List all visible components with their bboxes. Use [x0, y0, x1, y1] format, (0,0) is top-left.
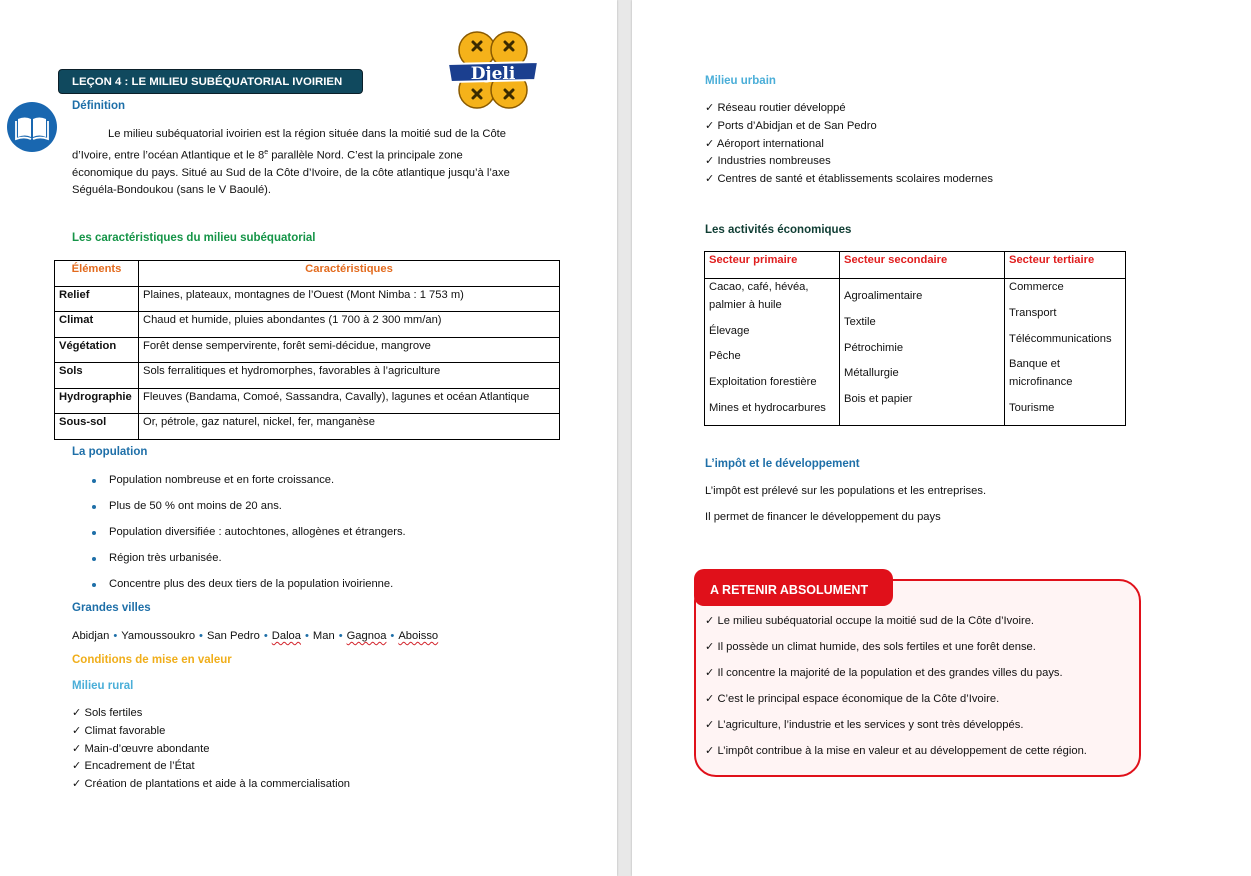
secondary-sector-cell: Agroalimentaire Textile Pétrochimie Métallurgie Bois et papier — [840, 279, 1005, 426]
population-heading: La population — [72, 446, 148, 458]
header-tertiary: Secteur tertiaire — [1005, 252, 1126, 279]
characteristics-table — [54, 260, 560, 440]
djeli-logo — [443, 28, 543, 114]
lesson-title: LEÇON 4 : LE MILIEU SUBÉQUATORIAL IVOIRIEN — [72, 75, 343, 88]
cities-heading: Grandes villes — [72, 602, 151, 614]
sectors-table — [704, 251, 1126, 426]
table-row: Climat Chaud et humide, pluies abondantes (1 700 à 2 300 mm/an) — [55, 312, 560, 338]
list-item: ✓ Réseau routier développé — [705, 102, 846, 114]
list-item: ✓ L’impôt contribue à la mise en valeur et au développement de cette région. — [705, 745, 1087, 757]
list-item: Région très urbanisée. — [72, 550, 552, 576]
retenir-title: A RETENIR ABSOLUMENT — [710, 582, 869, 597]
tax-heading: L’impôt et le développement — [705, 458, 860, 470]
table-header-elements: Éléments — [55, 261, 139, 287]
table-row: Relief Plaines, plateaux, montagnes de l’Ouest (Mont Nimba : 1 753 m) — [55, 286, 560, 312]
list-item: Population nombreuse et en forte croissance. — [72, 472, 552, 498]
list-item: ✓ Aéroport international — [705, 137, 824, 150]
list-item: Concentre plus des deux tiers de la population ivoirienne. — [72, 576, 552, 602]
rural-list — [72, 705, 350, 794]
list-item: ✓ Centres de santé et établissements scolaires modernes — [705, 173, 993, 186]
urban-list — [705, 100, 993, 189]
list-item: ✓ Il possède un climat humide, des sols fertiles et une forêt dense. — [705, 641, 1036, 653]
document-page-left — [0, 0, 617, 876]
definition-paragraph: Le milieu subéquatorial ivoirien est la région située dans la moitié sud de la Côte d’Ivoire, entre l’océan Atlantique et le 8e parallèle Nord. C’est la principale zone économique du pays. Situé au Sud de la Côte d’Ivoire, de la côte atlantique jusqu’à l’axe Séguéla-Bondoukou (sans le V Baoulé). — [72, 128, 510, 197]
header-primary: Secteur primaire — [705, 252, 840, 279]
table-row — [705, 279, 1126, 426]
conditions-heading: Conditions de mise en valeur — [72, 654, 232, 666]
list-item: ✓ Sols fertiles — [72, 707, 143, 719]
list-item: ✓ Main-d’œuvre abondante — [72, 742, 210, 755]
table-row: Végétation Forêt dense sempervirente, forêt semi-décidue, mangrove — [55, 337, 560, 363]
list-item: ✓ Encadrement de l’État — [72, 760, 195, 773]
header-secondary: Secteur secondaire — [840, 252, 1005, 279]
retenir-list — [705, 613, 1087, 769]
list-item: ✓ Le milieu subéquatorial occupe la moitié sud de la Côte d’Ivoire. — [705, 615, 1035, 627]
list-item: ✓ Industries nombreuses — [705, 155, 831, 168]
tax-line-2: Il permet de financer le développement du pays — [705, 511, 941, 523]
primary-sector-cell: Cacao, café, hévéa, palmier à huile Élevage Pêche Exploitation forestière Mines et hydrocarbures — [705, 279, 840, 426]
list-item: Plus de 50 % ont moins de 20 ans. — [72, 498, 552, 524]
tax-line-1: L’impôt est prélevé sur les populations et les entreprises. — [705, 485, 987, 497]
list-item: ✓ L’agriculture, l’industrie et les services y sont très développés. — [705, 719, 1024, 731]
rural-heading: Milieu rural — [72, 680, 134, 692]
table-header-row — [55, 261, 560, 287]
characteristics-heading: Les caractéristiques du milieu subéquatorial — [72, 232, 316, 244]
table-header-row — [705, 252, 1126, 279]
list-item: ✓ Ports d’Abidjan et de San Pedro — [705, 119, 877, 132]
retenir-title-tab — [694, 569, 893, 606]
table-row: Hydrographie Fleuves (Bandama, Comoé, Sassandra, Cavally), lagunes et océan Atlantique — [55, 388, 560, 414]
activities-heading: Les activités économiques — [705, 224, 852, 236]
urban-heading: Milieu urbain — [705, 75, 776, 87]
book-icon — [7, 102, 57, 152]
tertiary-sector-cell: Commerce Transport Télécommunications Banque et microfinance Tourisme — [1005, 279, 1126, 426]
cities-list: Abidjan • Yamoussoukro • San Pedro • Daloa • Man • Gagnoa • Aboisso — [72, 630, 439, 642]
definition-heading: Définition — [72, 100, 126, 112]
list-item: ✓ C’est le principal espace économique de la Côte d’Ivoire. — [705, 693, 1000, 705]
table-header-characteristics: Caractéristiques — [139, 261, 560, 287]
table-row: Sols Sols ferralitiques et hydromorphes, favorables à l’agriculture — [55, 363, 560, 389]
list-item: ✓ Climat favorable — [72, 724, 166, 737]
logo-text: Djeli — [470, 64, 516, 84]
table-row: Sous-sol Or, pétrole, gaz naturel, nickel, fer, manganèse — [55, 414, 560, 440]
population-list — [72, 472, 552, 602]
lesson-title-banner — [58, 69, 363, 94]
list-item: ✓ Création de plantations et aide à la commercialisation — [72, 778, 351, 791]
list-item: Population diversifiée : autochtones, allogènes et étrangers. — [72, 524, 552, 550]
list-item: ✓ Il concentre la majorité de la population et des grandes villes du pays. — [705, 667, 1063, 679]
